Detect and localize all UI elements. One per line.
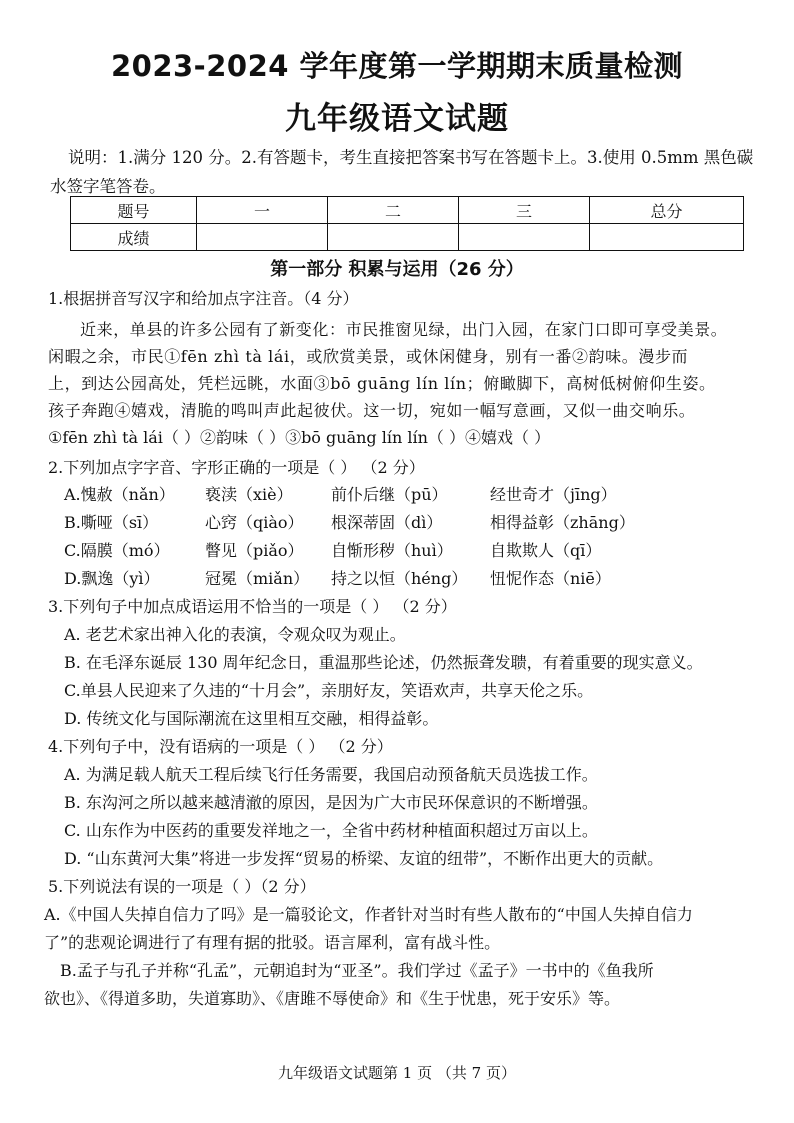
q5-option-a-line2: 了”的悲观论调进行了有理有据的批驳。语言犀利，富有战斗性。 (44, 933, 501, 952)
q3-option-d: D. 传统文化与国际潮流在这里相互交融，相得益彰。 (64, 709, 439, 728)
q3-option-b: B. 在毛泽东诞辰 130 周年纪念日，重温那些论述，仍然振聋发聩，有着重要的现实意义。 (64, 653, 703, 672)
question-5-stem: 5.下列说法有误的一项是（ ）（2 分） (48, 877, 316, 896)
score-cell-total: 总分 (590, 197, 744, 224)
question-3-stem: 3.下列句子中加点成语运用不恰当的一项是（ ） （2 分） (48, 597, 457, 616)
score-cell-grade-label: 成绩 (71, 224, 197, 251)
q2-option-d-1: D.飘逸（yì） (64, 569, 160, 588)
score-cell-part3: 三 (459, 197, 590, 224)
score-input-part1[interactable] (197, 224, 328, 251)
exam-title: 2023-2024 学年度第一学期期末质量检测 (110, 49, 684, 83)
q4-option-c: C. 山东作为中医药的重要发祥地之一，全省中药材种植面积超过万亩以上。 (64, 821, 598, 840)
q2-option-c-1: C.隔膜（mó） (64, 541, 170, 560)
score-table-header-row (71, 197, 744, 224)
score-table-grade-row (71, 224, 744, 251)
passage-line: 近来，单县的许多公园有了新变化：市民推窗见绿，出门入园，在家门口即可享受美景。 (80, 320, 728, 339)
q2-option-d-3: 持之以恒（héng） (331, 569, 468, 588)
page-footer: 九年级语文试题第 1 页 （共 7 页） (278, 1064, 516, 1082)
q2-option-a-1: A.愧赦（nǎn） (64, 485, 175, 504)
score-input-part2[interactable] (328, 224, 459, 251)
question-2-stem: 2.下列加点字字音、字形正确的一项是（ ） （2 分） (48, 458, 425, 477)
passage-line: 孩子奔跑④嬉戏，清脆的鸣叫声此起彼伏。这一切，宛如一幅写意画，又似一曲交响乐。 (48, 401, 696, 420)
q2-option-b-1: B.嘶哑（sī） (64, 513, 159, 532)
q2-option-d-4: 忸怩作态（niē） (490, 569, 611, 588)
score-cell-label: 题号 (71, 197, 197, 224)
q2-option-a-2: 亵渎（xiè） (205, 485, 293, 504)
passage-line: 上，到达公园高处，凭栏远眺，水面③bō guāng lín lín；俯瞰脚下，高树低树俯仰生姿。 (48, 374, 716, 393)
q2-option-b-2: 心窍（qiào） (205, 513, 304, 532)
q2-option-b-3: 根深蒂固（dì） (331, 513, 443, 532)
q2-option-c-3: 自惭形秽（huì） (331, 541, 453, 560)
section-heading: 第一部分 积累与运用（26 分） (270, 259, 524, 280)
passage-line: 闲暇之余，市民①fēn zhì tà lái，或欣赏美景，或休闲健身，别有一番②韵味。漫步而 (48, 347, 689, 366)
score-input-part3[interactable] (459, 224, 590, 251)
score-cell-part2: 二 (328, 197, 459, 224)
q2-option-d-2: 冠冕（miǎn） (205, 569, 310, 588)
q5-option-a-line1: A.《中国人失掉自信力了吗》是一篇驳论文，作者针对当时有些人散布的“中国人失掉自信力 (44, 905, 693, 924)
q4-option-b: B. 东沟河之所以越来越清澈的原因，是因为广大市民环保意识的不断增强。 (64, 793, 598, 812)
q2-option-a-3: 前仆后继（pū） (331, 485, 448, 504)
score-table (70, 196, 744, 251)
q2-option-c-2: 瞥见（piǎo） (205, 541, 304, 560)
q3-option-a: A. 老艺术家出神入化的表演，令观众叹为观止。 (64, 625, 406, 644)
q2-option-b-4: 相得益彰（zhāng） (490, 513, 635, 532)
question-1-stem: 1.根据拼音写汉字和给加点字注音。（4 分） (48, 289, 359, 308)
exam-subtitle: 九年级语文试题 (285, 101, 509, 137)
q4-option-a: A. 为满足载人航天工程后续飞行任务需要，我国启动预备航天员选拔工作。 (64, 765, 598, 784)
score-input-total[interactable] (590, 224, 744, 251)
q5-option-b-line1: B.孟子与孔子并称“孔孟”，元朝追封为“亚圣”。我们学过《孟子》一书中的《鱼我所 (60, 961, 654, 980)
question-4-stem: 4.下列句子中，没有语病的一项是（ ） （2 分） (48, 737, 393, 756)
q3-option-c: C.单县人民迎来了久违的“十月会”，亲朋好友，笑语欢声，共享天伦之乐。 (64, 681, 594, 700)
q2-option-a-4: 经世奇才（jīng） (490, 485, 617, 504)
q4-option-d: D. “山东黄河大集”将进一步发挥“贸易的桥梁、友谊的纽带”，不断作出更大的贡献。 (64, 849, 664, 868)
q5-option-b-line2: 欲也》、《得道多助，失道寡助》、《唐雎不辱使命》和《生于忧患，死于安乐》等。 (44, 989, 621, 1008)
q2-option-c-4: 自欺欺人（qī） (490, 541, 602, 560)
score-cell-part1: 一 (197, 197, 328, 224)
question-1-answers: ①fēn zhì tà lái（ ）②韵味（ ）③bō guāng lín lín（ ）④嬉戏（ ） (48, 428, 551, 447)
instructions: 说明：1.满分 120 分。2.有答题卡，考生直接把答案书写在答题卡上。3.使用 0.5mm 黑色碳水签字笔答卷。 (50, 148, 754, 196)
